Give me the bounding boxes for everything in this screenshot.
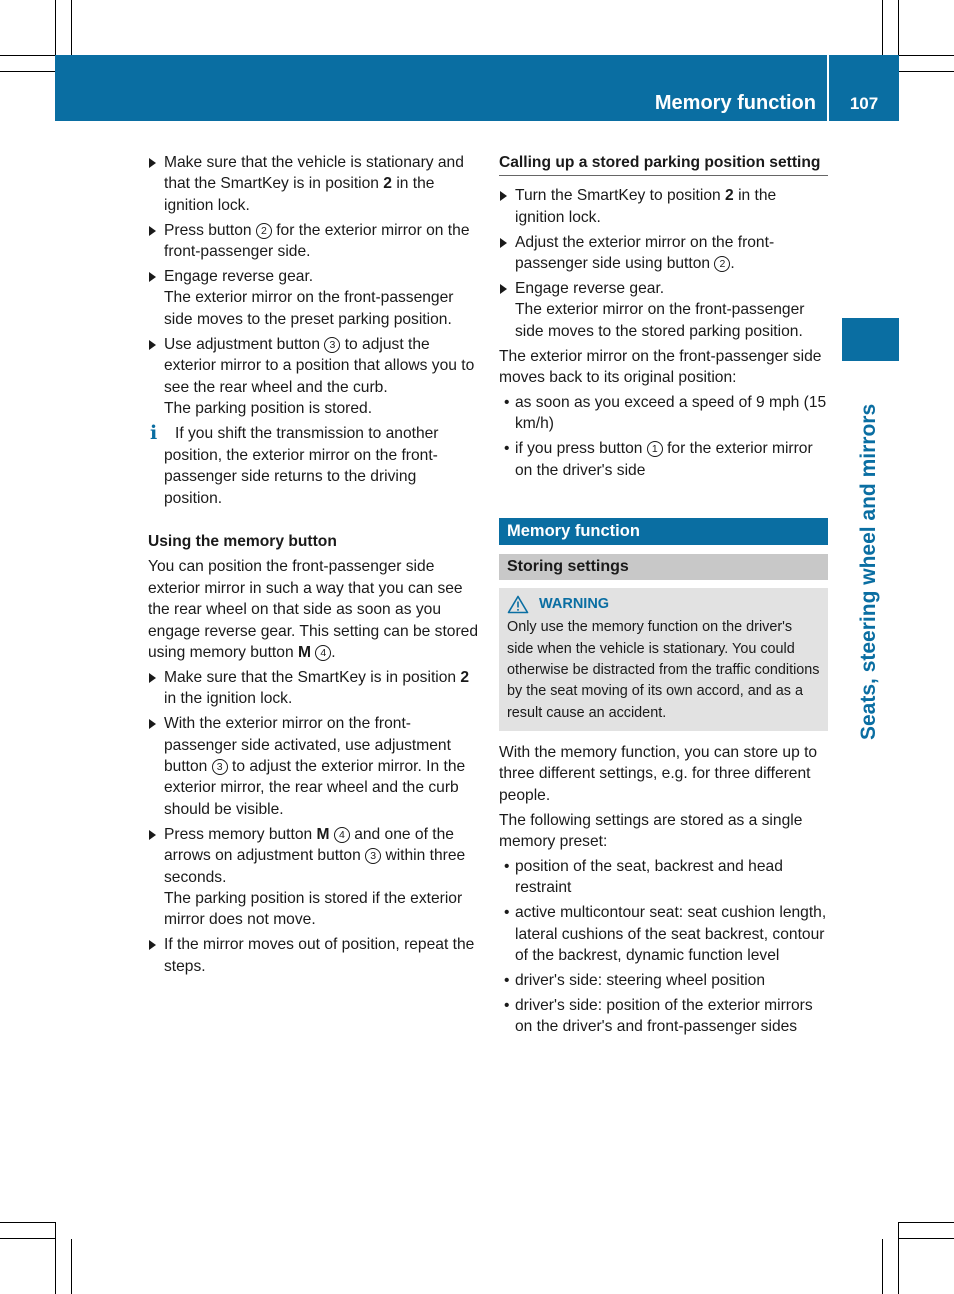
crop-mark bbox=[71, 0, 72, 55]
warning-box bbox=[499, 588, 828, 731]
list-item: • if you press button 1 for the exterior mirror on the driver's side bbox=[499, 438, 828, 481]
step-result: The parking position is stored if the exterior mirror does not move. bbox=[164, 890, 463, 929]
circled-number-icon: 2 bbox=[714, 256, 730, 272]
store-list-intro: The following settings are stored as a single memory preset: bbox=[499, 811, 803, 851]
warning-triangle-icon bbox=[507, 595, 529, 614]
circled-number-icon: 3 bbox=[212, 759, 228, 775]
crop-mark bbox=[55, 0, 56, 55]
crop-mark bbox=[0, 1222, 55, 1223]
crop-mark bbox=[882, 1239, 883, 1294]
crop-mark bbox=[899, 1222, 954, 1223]
circled-number-icon: 1 bbox=[647, 441, 663, 457]
right-column bbox=[499, 152, 828, 1041]
crop-mark bbox=[882, 0, 883, 55]
step-item: Press button 2 for the exterior mirror on the front-passenger side. bbox=[148, 220, 478, 263]
step-result: The exterior mirror on the front-passenger side moves to the stored parking position. bbox=[515, 301, 805, 340]
crop-mark bbox=[55, 1222, 56, 1294]
step-item: If the mirror moves out of position, repeat the steps. bbox=[148, 934, 478, 977]
step-item: Make sure that the vehicle is stationary and that the SmartKey is in position 2 in the ignition lock. bbox=[148, 152, 478, 216]
circled-number-icon: 3 bbox=[365, 848, 381, 864]
crop-mark bbox=[899, 71, 954, 72]
calling-heading: Calling up a stored parking position setting bbox=[499, 152, 828, 176]
info-note: i If you shift the transmission to another position, the exterior mirror on the front-passenger side returns to the driving position. bbox=[150, 422, 439, 507]
subsection-title: Storing settings bbox=[499, 554, 828, 580]
warning-header bbox=[507, 594, 821, 615]
memory-button-heading: Using the memory button bbox=[148, 533, 337, 550]
step-result: The parking position is stored. bbox=[164, 399, 373, 417]
list-item: • position of the seat, backrest and head restraint bbox=[499, 856, 828, 899]
info-icon: i bbox=[150, 422, 158, 445]
chapter-tab bbox=[842, 318, 899, 361]
step-item: Turn the SmartKey to position 2 in the ignition lock. bbox=[499, 185, 828, 228]
step-item: Engage reverse gear. The exterior mirror on the front-passenger side moves to the preset parking position. bbox=[148, 266, 478, 330]
circled-number-icon: 3 bbox=[324, 337, 340, 353]
left-column bbox=[148, 152, 478, 981]
warning-text: Only use the memory function on the driver's side when the vehicle is stationary. You could otherwise be distracted from the traffic conditions by the seat moving of its own accord, and as a result cause an accident. bbox=[507, 619, 820, 721]
step-item: With the exterior mirror on the front-passenger side activated, use adjustment button 3 to adjust the exterior mirror. In the exterior mirror, the rear wheel and the curb should be visible. bbox=[148, 713, 478, 820]
list-item: • as soon as you exceed a speed of 9 mph (15 km/h) bbox=[499, 392, 828, 435]
list-item: • active multicontour seat: seat cushion length, lateral cushions of the seat backrest, contour of the backrest, dynamic function level bbox=[499, 902, 828, 966]
list-item: • driver's side: position of the exterior mirrors on the driver's and front-passenger sides bbox=[499, 995, 828, 1038]
crop-mark bbox=[0, 1238, 55, 1239]
page-number: 107 bbox=[849, 94, 879, 113]
circled-number-icon: 2 bbox=[256, 223, 272, 239]
page-title: Memory function bbox=[654, 92, 816, 114]
crop-mark bbox=[898, 1222, 899, 1294]
crop-mark bbox=[899, 1238, 954, 1239]
warning-label: WARNING bbox=[539, 596, 610, 613]
step-item: Make sure that the SmartKey is in position 2 in the ignition lock. bbox=[148, 667, 478, 710]
step-item: Use adjustment button 3 to adjust the exterior mirror to a position that allows you to see the rear wheel and the curb. The parking position is stored. bbox=[148, 334, 478, 420]
crop-mark bbox=[899, 55, 954, 56]
chapter-title: Seats, steering wheel and mirrors bbox=[857, 403, 880, 740]
crop-mark bbox=[0, 55, 55, 56]
step-item: Press memory button M 4 and one of the arrows on adjustment button 3 within three seconds. The parking position is stored if the exterior mirror does not move. bbox=[148, 824, 478, 931]
memory-intro: You can position the front-passenger side exterior mirror in such a way that you can see the rear wheel on that side as soon as you engage reverse gear. This setting can be stored using memory button M 4 . bbox=[148, 558, 478, 662]
step-item: Engage reverse gear. The exterior mirror on the front-passenger side moves to the stored parking position. bbox=[499, 278, 828, 342]
crop-mark bbox=[898, 0, 899, 55]
section-title: Memory function bbox=[499, 518, 828, 545]
circled-number-icon: 4 bbox=[315, 645, 331, 661]
list-item: • driver's side: steering wheel position bbox=[499, 970, 828, 991]
crop-mark bbox=[71, 1239, 72, 1294]
step-item: Adjust the exterior mirror on the front-passenger side using button 2 . bbox=[499, 232, 828, 275]
moves-back-text: The exterior mirror on the front-passenger side moves back to its original position: bbox=[499, 347, 822, 387]
crop-mark bbox=[0, 71, 55, 72]
step-result: The exterior mirror on the front-passenger side moves to the preset parking position. bbox=[164, 289, 454, 328]
store-intro: With the memory function, you can store up to three different settings, e.g. for three different people. bbox=[499, 743, 818, 804]
circled-number-icon: 4 bbox=[334, 827, 350, 843]
